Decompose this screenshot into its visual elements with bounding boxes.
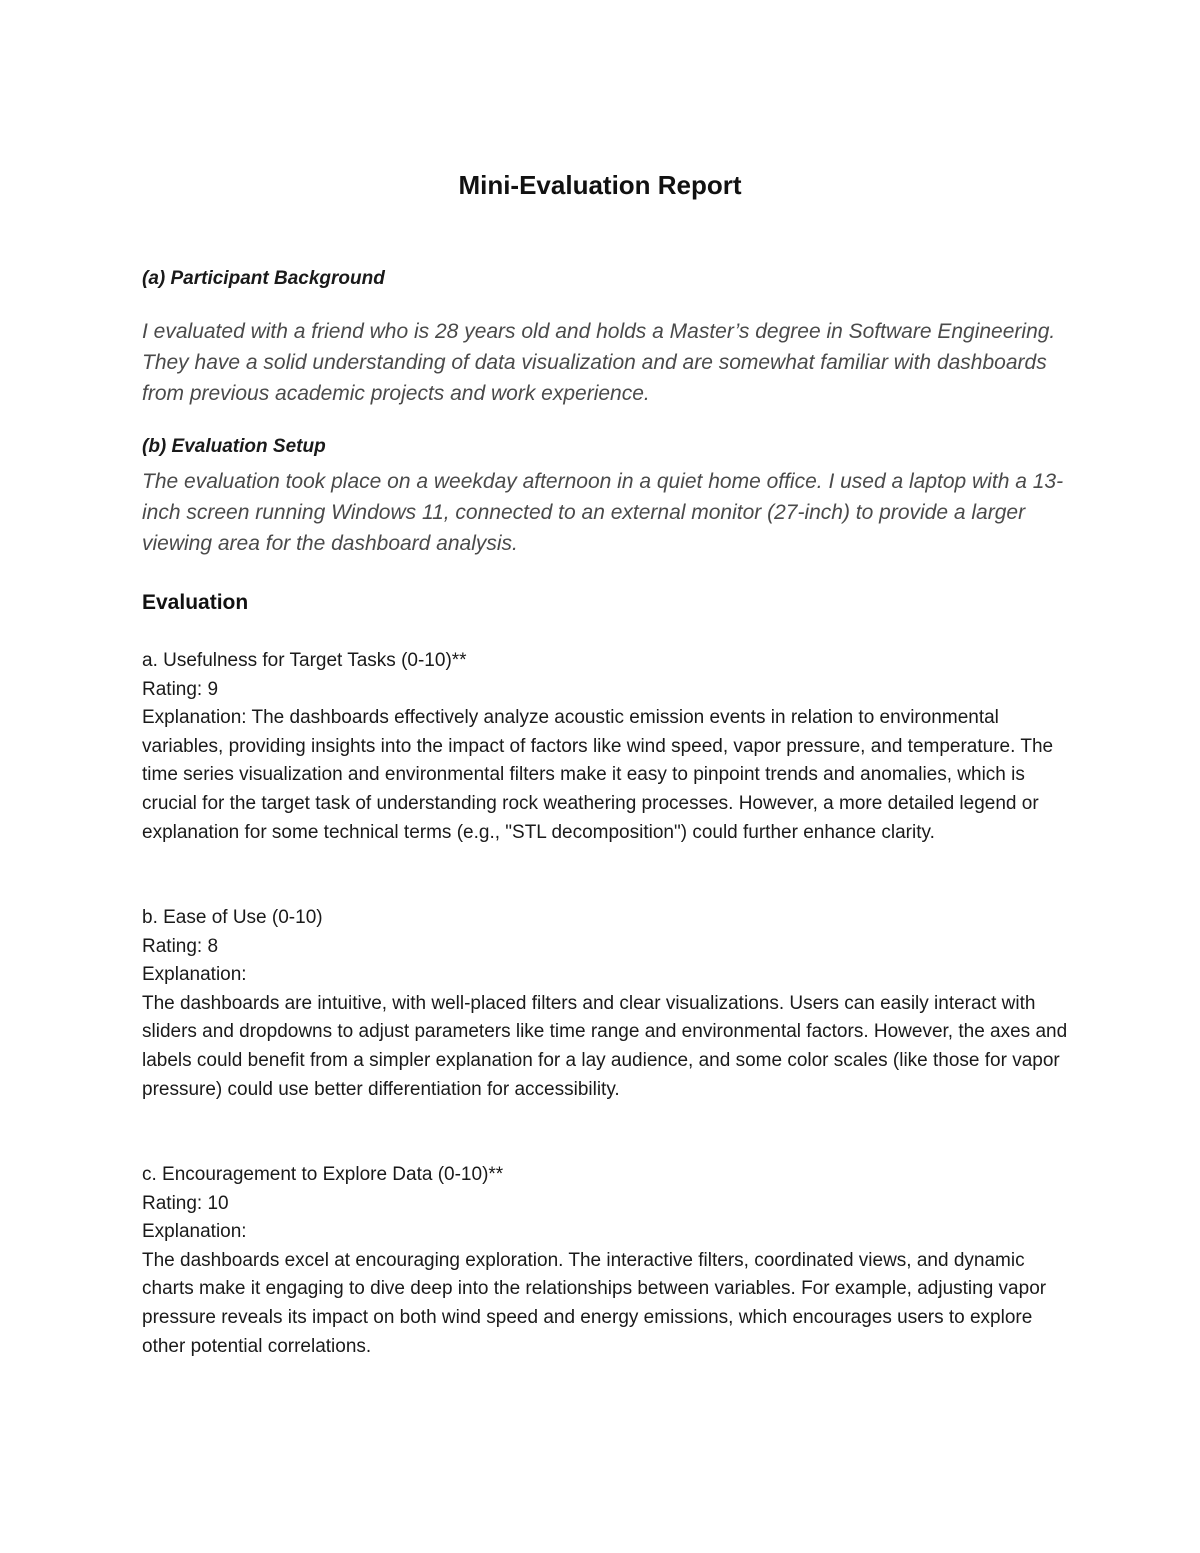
evaluation-item-explanation-label: Explanation: bbox=[142, 964, 247, 986]
evaluation-item-explanation: The dashboards excel at encouraging exploration. The interactive filters, coordinated views, and dynamic charts make it engaging to dive deep into the relationships between variables. For example, adjusting vapor pressure reveals its impact on both wind speed and energy emissions, which encourages users to explore other potential correlations. bbox=[142, 1249, 1047, 1357]
evaluation-setup-text: The evaluation took place on a weekday afternoon in a quiet home office. I used a laptop with a 13-inch screen running Windows 11, connected to an external monitor (27-inch) to provide a larger viewing area for the dashboard analysis. bbox=[142, 470, 1064, 555]
evaluation-item-rating: Rating: 8 bbox=[142, 935, 219, 957]
evaluation-item-ease-of-use bbox=[142, 904, 1072, 1104]
evaluation-item-explanation-label: Explanation: bbox=[142, 1221, 247, 1243]
evaluation-item-usefulness bbox=[142, 647, 1072, 847]
page-title: Mini-Evaluation Report bbox=[458, 170, 742, 200]
evaluation-item-title: b. Ease of Use (0-10) bbox=[142, 907, 323, 928]
participant-background-heading: (a) Participant Background bbox=[142, 268, 385, 289]
evaluation-item-rating: Rating: 9 bbox=[142, 678, 219, 700]
evaluation-item-exploration bbox=[142, 1161, 1072, 1361]
evaluation-item-title: a. Usefulness for Target Tasks (0-10)** bbox=[142, 650, 467, 671]
evaluation-item-title: c. Encouragement to Explore Data (0-10)** bbox=[142, 1164, 504, 1185]
evaluation-setup-heading: (b) Evaluation Setup bbox=[142, 436, 326, 457]
evaluation-item-explanation: The dashboards are intuitive, with well-placed filters and clear visualizations. Users can easily interact with sliders and dropdowns to adjust parameters like time range and environmental factors. However, the axes and labels could benefit from a simpler explanation for a lay audience, and some color scales (like those for vapor pressure) could use better differentiation for accessibility. bbox=[142, 992, 1068, 1100]
participant-background-text: I evaluated with a friend who is 28 years old and holds a Master’s degree in Software Engineering. They have a solid understanding of data visualization and are somewhat familiar with dashboards from previous academic projects and work experience. bbox=[142, 320, 1056, 405]
evaluation-item-explanation: Explanation: The dashboards effectively analyze acoustic emission events in relation to environmental variables, providing insights into the impact of factors like wind speed, vapor pressure, and temperature. The time series visualization and environmental filters make it easy to pinpoint trends and anomalies, which is crucial for the target task of understanding rock weathering processes. However, a more detailed legend or explanation for some technical terms (e.g., "STL decomposition") could further enhance clarity. bbox=[142, 707, 1054, 843]
evaluation-item-rating: Rating: 10 bbox=[142, 1192, 229, 1214]
evaluation-heading: Evaluation bbox=[142, 591, 249, 614]
